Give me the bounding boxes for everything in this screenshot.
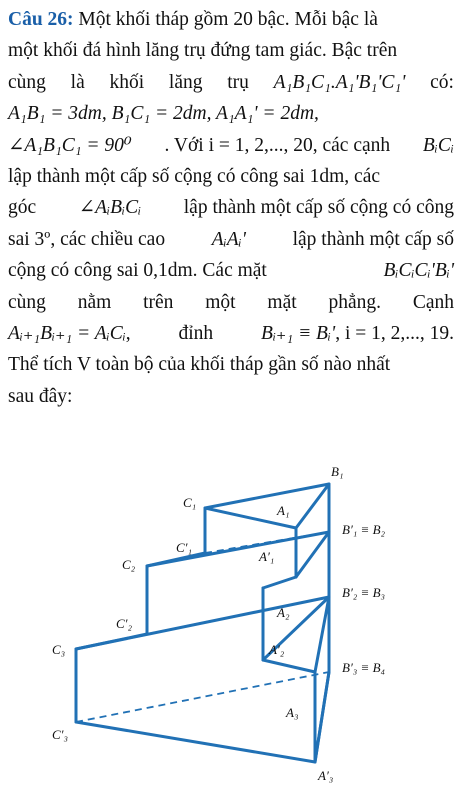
line-2: một khối đá hình lăng trụ đứng tam giác. Bậc trên	[8, 40, 398, 62]
edge-A2p-A3-top	[263, 660, 315, 672]
label-A2p: A′₂	[269, 642, 285, 657]
label-C2: C₂	[122, 557, 136, 572]
line-10: cùng nằm trên một mặt phẳng. Cạnh	[8, 291, 454, 313]
given-angle: ∠A₁B₁C₁ = 90⁰	[8, 134, 132, 156]
label-C3p: C′₃	[52, 727, 69, 742]
line-3: cùng là khối lăng trụ A₁B₁C₁.A₁'B₁'C₁' có:	[8, 67, 454, 98]
label-C1: C₁	[183, 495, 197, 510]
line-12: Thể tích V toàn bộ của khối tháp gần số nào nhất	[8, 354, 391, 376]
line-1: Câu 26: Một khối tháp gồm 20 bậc. Mỗi bậc là	[8, 9, 378, 30]
line-7: góc ∠AᵢBᵢCᵢ lập thành một cấp số cộng có công	[8, 197, 454, 219]
line-9: cộng có công sai 0,1dm. Các mặt BᵢCᵢCᵢ'Bᵢ'	[8, 260, 454, 282]
label-B2p: B′₂ ≡ B₃	[342, 585, 386, 600]
question-label: Câu 26:	[8, 9, 74, 30]
label-A3: A₃	[286, 705, 299, 720]
line-4	[8, 98, 454, 129]
hidden-edges	[76, 532, 329, 722]
line-13: sau đây:	[8, 385, 73, 407]
edge-B4-slope	[315, 672, 329, 762]
label-A3p: A′₃	[318, 768, 334, 783]
label-C2p: C′₂	[116, 616, 133, 631]
line-11: Aᵢ₊₁Bᵢ₊₁ = AᵢCᵢ, đỉnh Bᵢ₊₁ ≡ Bᵢ', i = 1, 2,..., 19.	[8, 322, 454, 344]
problem-text	[8, 4, 454, 412]
prism-name: A₁B₁C₁.A₁'B₁'C₁'	[273, 71, 406, 93]
label-A1: A₁	[277, 503, 290, 518]
label-B1p: B′₁ ≡ B₂	[342, 522, 386, 537]
line-8: sai 3º, các chiều cao AᵢAᵢ' lập thành một cấp số	[8, 228, 454, 250]
label-C1p: C′₁	[176, 540, 193, 555]
label-C3: C₃	[52, 642, 66, 657]
tower-figure	[0, 455, 460, 792]
label-B1: B₁	[331, 464, 344, 479]
given-lengths: A₁B₁ = 3dm, B₁C₁ = 2dm, A₁A₁' = 2dm,	[8, 103, 319, 125]
label-A1p: A′₁	[259, 549, 275, 564]
label-A2: A₂	[277, 605, 290, 620]
label-B3p: B′₃ ≡ B₄	[342, 660, 386, 675]
edge-C3p-A3p	[76, 722, 315, 762]
edge-top-triangle	[205, 484, 329, 528]
line-5: ∠A₁B₁C₁ = 90⁰ . Với i = 1, 2,..., 20, các cạnh BᵢCᵢ	[8, 130, 454, 161]
edge-A2-to-slant	[263, 577, 296, 588]
line-6: lập thành một cấp số cộng có công sai 1dm, các	[8, 165, 381, 187]
figure-edges	[76, 484, 329, 762]
